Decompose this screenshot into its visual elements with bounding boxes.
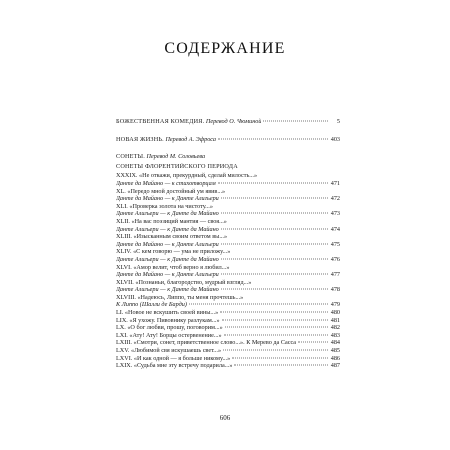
sonnet-number: XLIII. (116, 233, 132, 241)
sonnets-title: СОНЕТЫ. (116, 153, 145, 161)
list-item (116, 355, 340, 363)
sonnet-incipit: «С кем говорю — ума не приложу...» (133, 248, 231, 256)
dot-leader (221, 228, 328, 229)
dot-leader (221, 213, 328, 214)
sonnet-address: К Липпо (Шалли де Барди) (116, 301, 187, 309)
table-of-contents (116, 118, 340, 370)
sonnet-first-line (116, 264, 340, 272)
sonnets-heading (116, 153, 340, 161)
sonnet-number: XLVII. (116, 278, 134, 286)
list-item (116, 256, 340, 264)
section-heading: СОНЕТЫ ФЛОРЕНТИЙСКОГО ПЕРИОДА (116, 162, 238, 170)
list-item (116, 226, 340, 234)
sonnet-number: XXXIX. (116, 172, 138, 180)
sonnet-incipit: «Изысканным своим ответом вы...» (133, 233, 228, 241)
dot-leader (225, 327, 328, 328)
list-item (116, 241, 340, 249)
dot-leader (220, 312, 328, 313)
dot-leader (221, 289, 328, 290)
entry-page: 403 (330, 135, 340, 143)
entry-title: НОВАЯ ЖИЗНЬ. (116, 135, 164, 143)
sonnet-address: Данте да Майано — к Данте Алигьери (116, 195, 219, 203)
sonnet-first-line (116, 248, 340, 256)
entry-page: 477 (330, 271, 340, 279)
list-item (116, 309, 340, 317)
dot-leader (221, 243, 328, 244)
entry-page: 482 (330, 324, 340, 332)
list-item (116, 324, 340, 332)
sonnet-first-line (116, 294, 340, 302)
dot-leader (298, 342, 328, 343)
sonnet-entry: LX. «О бог любви, прошу, поговорим...» (116, 324, 223, 332)
sonnet-entry: LXVI. «И как одной — я больше никому...» (116, 354, 231, 362)
entry-page: 479 (330, 301, 340, 309)
sonnet-incipit: «Проверка золота на чистоту...» (129, 202, 213, 210)
entry-page: 480 (330, 309, 340, 317)
sonnet-first-line (116, 233, 340, 241)
dot-leader (189, 304, 328, 305)
sonnet-number: XL. (116, 187, 126, 195)
sonnet-entry: LI. «Новое не вскушить своей вины...» (116, 309, 219, 317)
dot-leader (224, 334, 328, 335)
entry-page: 485 (330, 347, 340, 355)
list-item (116, 332, 340, 340)
sonnet-incipit: «На вас поэзиций мантия — своя...» (131, 217, 227, 225)
sonnet-first-line (116, 218, 340, 226)
list-item (116, 317, 340, 325)
entry-page: 471 (330, 179, 340, 187)
entry-translator: Перевод О. Чюминой (205, 118, 262, 125)
list-item (116, 339, 340, 347)
sonnet-entry: LXIX. «Судьба мне эту встречу подарила...» (116, 362, 233, 370)
dot-leader (218, 138, 328, 139)
entry-page: 478 (330, 286, 340, 294)
dot-leader (218, 182, 328, 183)
sonnet-single-list (116, 309, 340, 370)
list-item (116, 347, 340, 355)
list-item (116, 271, 340, 279)
sonnet-number: XLIV. (116, 248, 132, 256)
list-item (116, 301, 340, 309)
dot-leader (221, 198, 328, 199)
list-item (116, 286, 340, 294)
entry-page: 472 (330, 195, 340, 203)
list-item (116, 180, 340, 188)
sonnet-address: Данте да Майано — к Данте Алигьери (116, 271, 219, 279)
entry-page: 484 (330, 339, 340, 347)
dot-leader (221, 274, 328, 275)
dot-leader (232, 357, 328, 358)
sonnet-number: XLII. (116, 217, 130, 225)
entry-page: 474 (330, 225, 340, 233)
sonnets-translator: Перевод М. Соловьева (146, 153, 206, 161)
entry-page: 473 (330, 210, 340, 218)
sonnet-first-line (116, 172, 340, 180)
entry-page: 486 (330, 354, 340, 362)
sonnet-entry: LXV. «Любимой свя искушаешь свет...» (116, 347, 222, 355)
sonnet-incipit: «Не откажи, прекурдный, сделай милость...» (139, 172, 258, 180)
entry-page: 475 (330, 240, 340, 248)
dot-leader (263, 121, 328, 122)
entry-title: БОЖЕСТВЕННАЯ КОМЕДИЯ. (116, 118, 205, 125)
sonnet-address: Данте Алигьери — к Данте да Майано (116, 286, 219, 294)
entry-page: 476 (330, 255, 340, 263)
sonnet-address: Данте Алигьери — к Данте да Майано (116, 255, 219, 263)
entry-page: 487 (330, 362, 340, 370)
list-item (116, 210, 340, 218)
sonnet-incipit: «Передо мной достойный ум явив...» (127, 187, 226, 195)
sonnet-entry: LXIII. «Смотри, сонет, приветственное слово...». К Мерево да Сасса (116, 339, 297, 347)
sonnet-incipit: «Амор велит, чтоб верно я любил...» (133, 263, 230, 271)
sonnet-entry: LXI. «Ату! Ату! Борцы остервенение...» (116, 331, 222, 339)
toc-entry-divine-comedy (116, 118, 340, 126)
sonnet-first-line (116, 279, 340, 287)
sonnet-incipit: «Познаньи, благородство, мудрый взгляд...» (135, 278, 252, 286)
page-number: 606 (219, 414, 231, 422)
sonnet-address: Данте Алигьери — к Данте да Майано (116, 210, 219, 218)
list-item (116, 195, 340, 203)
dot-leader (221, 258, 328, 259)
entry-page: 483 (330, 331, 340, 339)
sonnet-number: XLVIII. (116, 293, 136, 301)
dot-leader (222, 319, 328, 320)
sonnet-entry: LIX. «Я ухожу. Пивовнику разлукам...» (116, 316, 220, 324)
page-title: СОДЕРЖАНИЕ (164, 40, 286, 57)
sonnet-number: XLVI. (116, 263, 132, 271)
sonnet-address: Данте Алигьери — к Данте да Майано (116, 225, 219, 233)
entry-page: 481 (330, 316, 340, 324)
dot-leader (223, 350, 328, 351)
sonnet-number: XLI. (116, 202, 128, 210)
list-item (116, 362, 340, 370)
entry-translator: Перевод А. Эфроса (165, 135, 216, 143)
sonnet-list (116, 172, 340, 309)
sonnet-incipit: «Надеюсь, Липпо, ты меня прочтешь...» (137, 293, 244, 301)
sonnet-first-line (116, 188, 340, 196)
entry-page: 5 (336, 118, 340, 125)
sonnet-address: Данте да Майано — к стихотворцам (116, 179, 216, 187)
sonnet-first-line (116, 203, 340, 211)
dot-leader (234, 365, 328, 366)
toc-entry-vita-nuova (116, 136, 340, 144)
sonnet-address: Данте да Майано — к Данте Алигьери (116, 240, 219, 248)
